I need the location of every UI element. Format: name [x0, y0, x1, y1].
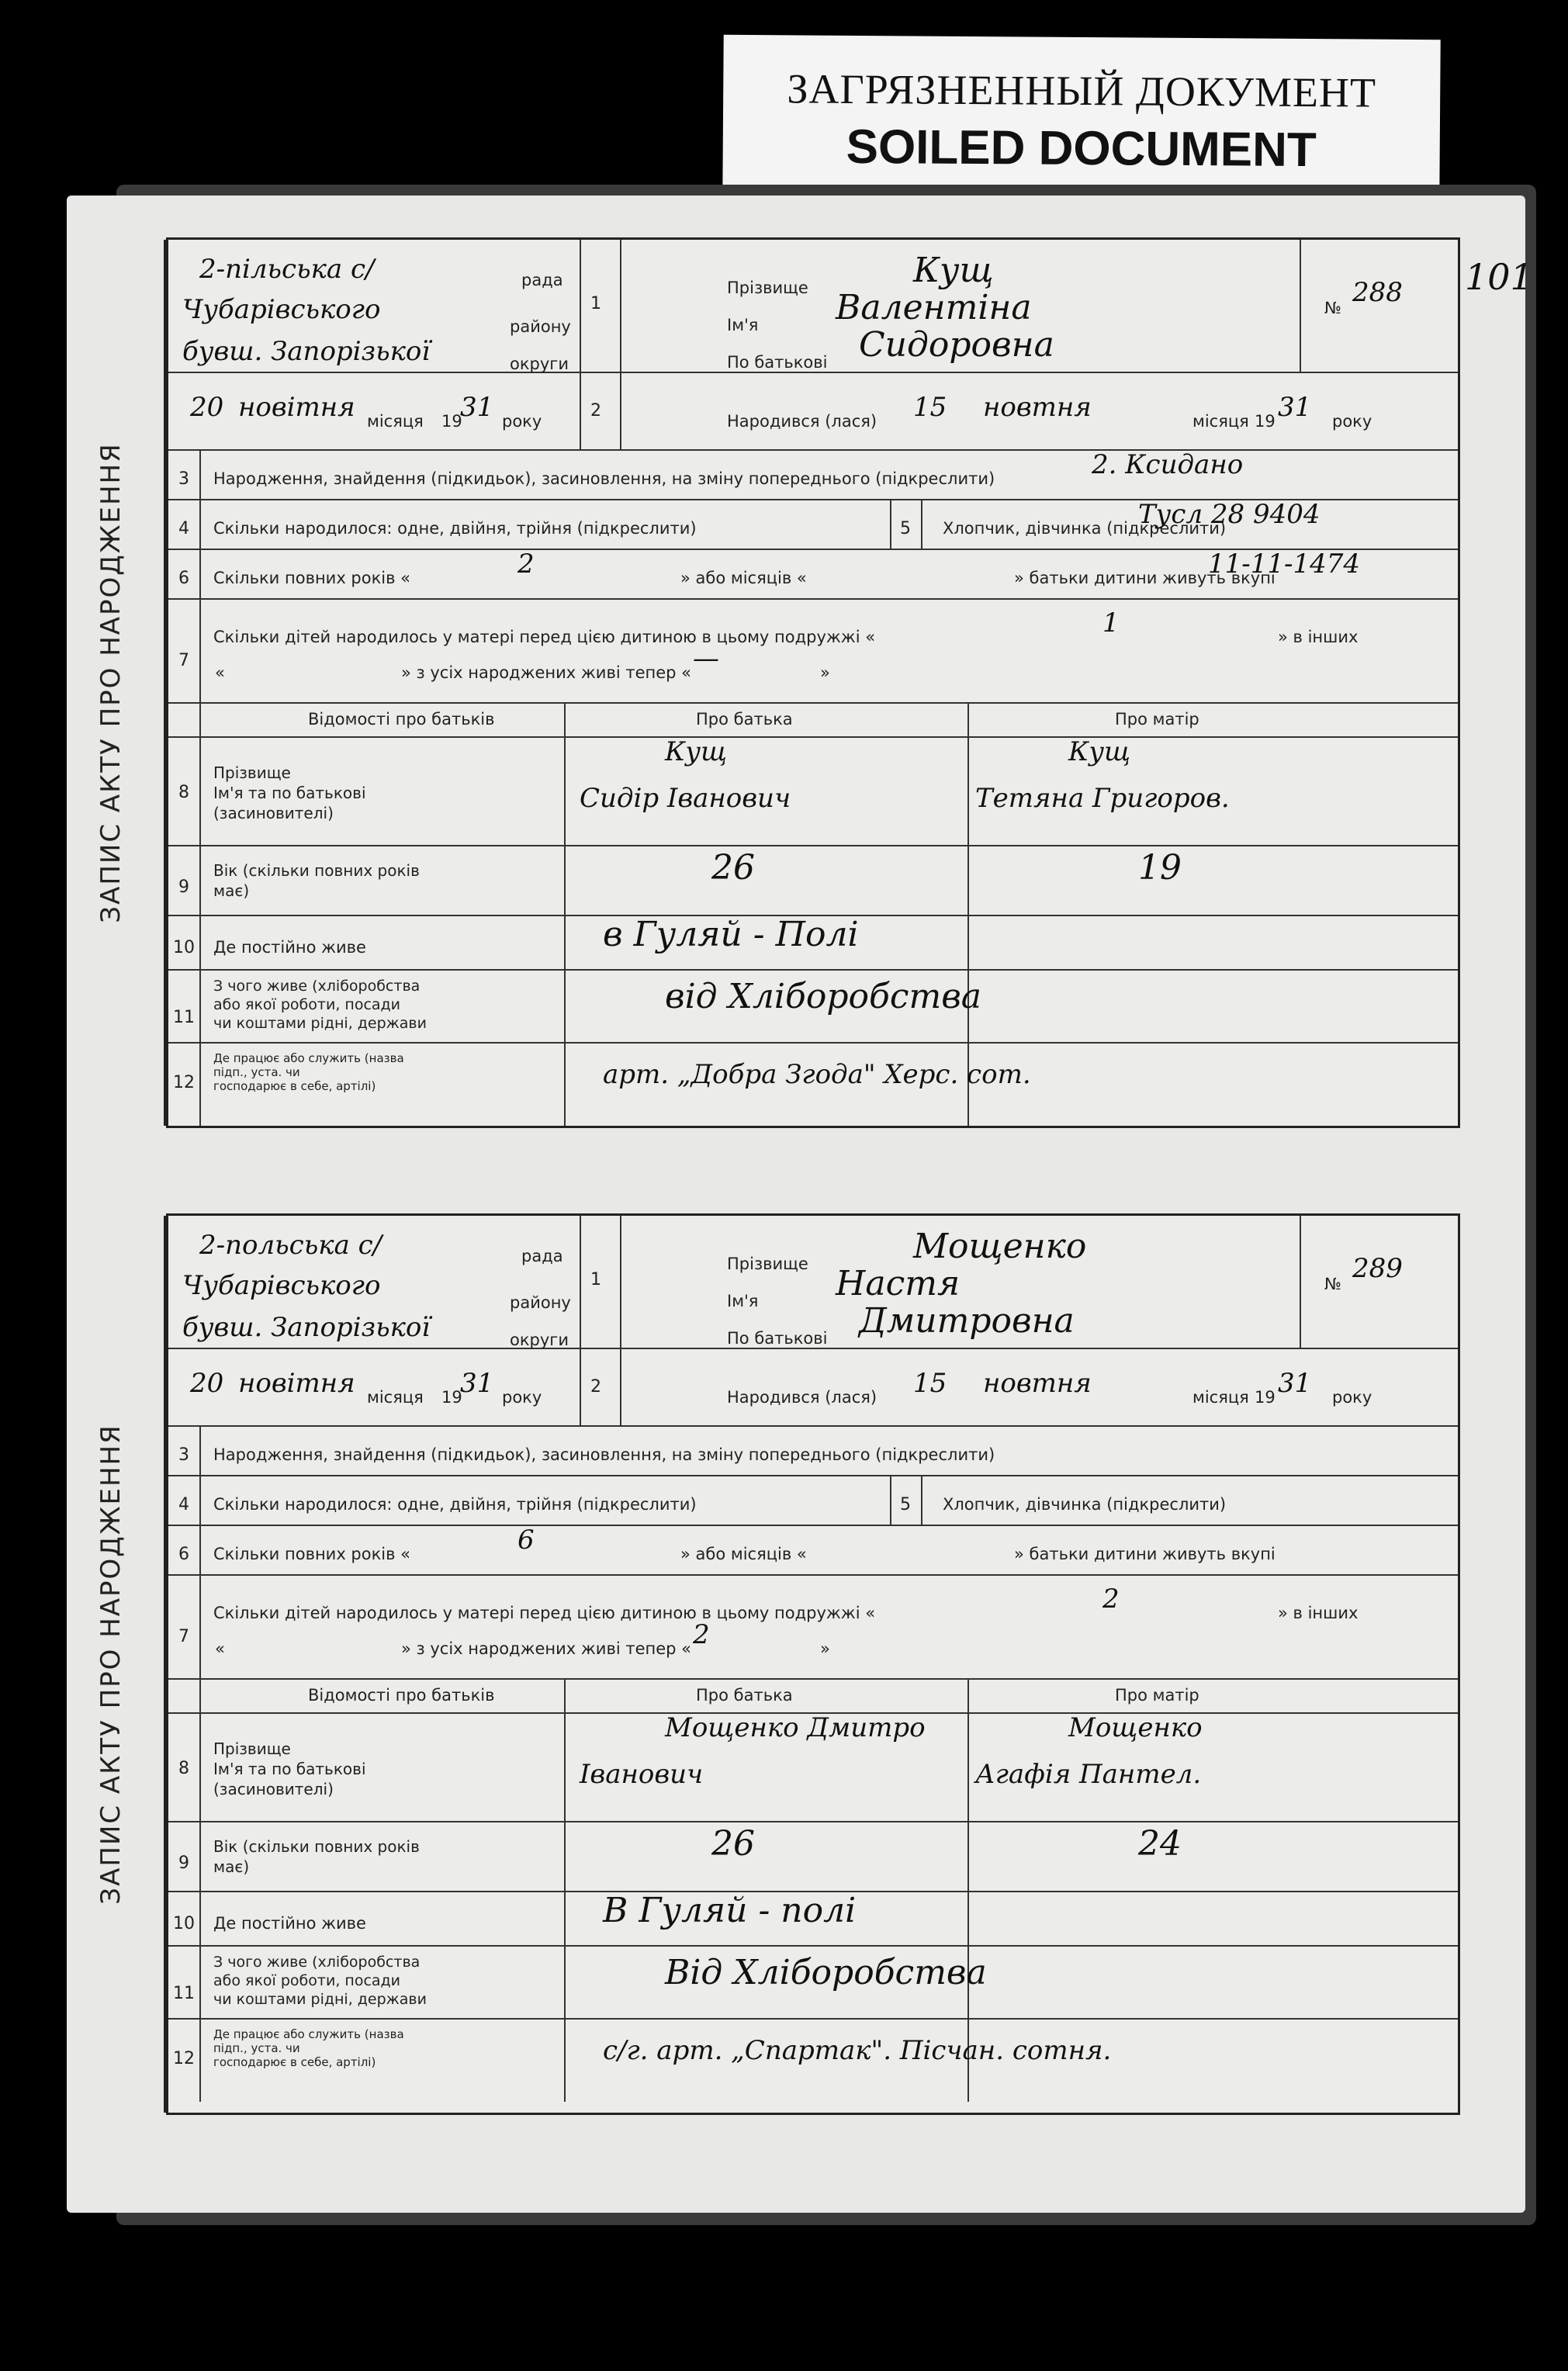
mother-header: Про матір [1115, 710, 1199, 729]
row-number-8: 8 [178, 1759, 189, 1778]
row-5-label: Хлопчик, дівчинка (підкреслити) [943, 1495, 1227, 1514]
row-number-10: 10 [173, 938, 195, 957]
row-6-label-b: » або місяців « [680, 569, 807, 587]
row-number-5: 5 [900, 1495, 911, 1514]
rada-label: рада [521, 271, 563, 289]
row-number-1: 1 [590, 294, 601, 313]
row-7-label-b: » в інших [1278, 628, 1359, 646]
mother-header: Про матір [1115, 1686, 1199, 1705]
row-number-9: 9 [178, 1854, 189, 1873]
row-line-6 [168, 1525, 1458, 1526]
row-number-12: 12 [173, 1073, 195, 1092]
row-line-9 [168, 845, 1458, 846]
born-label: Народився (лася) [727, 412, 877, 431]
mother-age: 19 [1138, 848, 1182, 888]
row-6-years: 6 [517, 1525, 535, 1556]
parents-header: Відомості про батьків [308, 710, 495, 729]
row-line-12 [168, 2018, 1458, 2020]
row-7-label-d: » з усіх народжених живі тепер « [401, 663, 692, 682]
side-title-box [58, 1216, 166, 2113]
name-label: Ім'я [727, 316, 759, 334]
okrug-value: бувш. Запорізької [182, 1312, 431, 1343]
row-6-label-c: » батьки дитини живуть вкупі [1014, 1545, 1276, 1563]
birth-day-value: 15 [913, 1368, 947, 1399]
surname-label: Прізвище [727, 279, 808, 297]
row-7-alive: — [693, 643, 719, 674]
birth-month-label: місяця [1192, 1388, 1249, 1407]
row-line-2 [580, 372, 1458, 373]
row-number-3: 3 [178, 469, 189, 489]
reg-day-value: 20 [190, 392, 224, 423]
margin-page-number: 101 [1465, 256, 1533, 298]
row-7-label-e: » [820, 1639, 830, 1658]
livelihood-value: від Хліборобства [665, 977, 982, 1016]
side-title: ЗАПИС АКТУ ПРО НАРОДЖЕННЯ [95, 442, 126, 923]
row-6-label-a: Скільки повних років « [213, 569, 411, 587]
divider-no [1300, 240, 1301, 372]
row-12-label: Де працює або служить (назва підп., уста. чи господарює в себе, артілі) [213, 2027, 404, 2069]
father-age: 26 [711, 848, 755, 888]
patronymic-value: Сидоровна [859, 325, 1054, 365]
birth-month-label: місяця [1192, 412, 1249, 431]
row-8-label: Прізвище Ім'я та по батькові (засиновителі) [213, 763, 366, 822]
reg-day-value: 20 [190, 1368, 224, 1399]
row-line-12 [168, 1042, 1458, 1044]
row-number-11: 11 [173, 1984, 195, 2003]
mother-surname: Кущ [1068, 736, 1131, 767]
soiled-document-stamp [722, 35, 1440, 201]
divider-no [1300, 1216, 1301, 1348]
record-number-label: № [1324, 299, 1341, 317]
row-number-7: 7 [178, 651, 189, 670]
reg-month-label: місяця [367, 1388, 424, 1407]
parents-header: Відомості про батьків [308, 1686, 495, 1705]
birth-year-prefix: 19 [1255, 412, 1276, 431]
divider-num [620, 1216, 621, 1425]
birth-record-card-2 [95, 1213, 1460, 2115]
row-line-11 [168, 969, 1458, 971]
row-line-8 [168, 736, 1458, 738]
row-10-label: Де постійно живе [213, 938, 366, 957]
divider-num [620, 240, 621, 449]
patronymic-label: По батькові [727, 353, 828, 372]
mother-name: Агафія Пантел. [975, 1759, 1202, 1790]
row-line-7 [168, 1574, 1458, 1576]
row-7-label-a: Скільки дітей народилось у матері перед цією дитиною в цьому подружжі « [213, 1604, 876, 1622]
father-header: Про батька [696, 710, 793, 729]
row-6-label-c: » батьки дитини живуть вкупі [1014, 569, 1276, 587]
father-surname: Мощенко Дмитро [665, 1712, 926, 1743]
row-number-3: 3 [178, 1445, 189, 1465]
row-5-label: Хлопчик, дівчинка (підкреслити) [943, 519, 1227, 538]
okrug-label: округи [510, 355, 569, 373]
row-4-note: Тусл 28 9404 [1138, 499, 1321, 530]
name-value: Настя [836, 1264, 961, 1303]
row-number-7: 7 [178, 1627, 189, 1646]
row-4-label: Скільки народилося: одне, двійня, трійня (підкреслити) [213, 519, 697, 538]
row-7-label-d: » з усіх народжених живі тепер « [401, 1639, 692, 1658]
row-line-11 [168, 1945, 1458, 1947]
reg-month-value: новітня [238, 1368, 355, 1399]
divider-father [564, 702, 566, 1126]
row-7-label-c: « [215, 663, 225, 682]
rada-value: 2-польська с/ [199, 1230, 382, 1261]
row-number-4: 4 [178, 519, 189, 538]
livelihood-value: Від Хліборобства [665, 1953, 987, 1992]
row-number-6: 6 [178, 1545, 189, 1564]
row-line-parents [168, 702, 1458, 704]
row-number-6: 6 [178, 569, 189, 588]
row-7-label-b: » в інших [1278, 1604, 1359, 1622]
okrug-value: бувш. Запорізької [182, 336, 431, 367]
side-title-box [58, 240, 166, 1126]
row-3-note: 2. Ксидано [1092, 449, 1244, 480]
row-7-before: 1 [1102, 607, 1120, 639]
row-10-label: Де постійно живе [213, 1914, 366, 1933]
reg-roku-label: року [502, 1388, 542, 1407]
rayon-label: району [510, 1293, 571, 1312]
birth-roku-label: року [1332, 1388, 1372, 1407]
mother-age: 24 [1138, 1824, 1182, 1864]
row-6-label-b: » або місяців « [680, 1545, 807, 1563]
father-header: Про батька [696, 1686, 793, 1705]
record-number-value: 288 [1352, 277, 1403, 308]
row-number-4: 4 [178, 1495, 189, 1514]
reg-year-value: 31 [460, 392, 494, 423]
rada-label: рада [521, 1247, 563, 1265]
rayon-value: Чубарівського [182, 294, 381, 325]
row-6-note: 11-11-1474 [1208, 549, 1361, 580]
name-value: Валентіна [836, 288, 1032, 327]
stamp-line-en: SOILED DOCUMENT [846, 119, 1317, 178]
divider-left-num [199, 449, 201, 1126]
father-age: 26 [711, 1824, 755, 1864]
reg-year-prefix: 19 [441, 1388, 462, 1407]
row-line-9 [168, 1821, 1458, 1822]
surname-value: Кущ [913, 251, 994, 290]
row-6-label-a: Скільки повних років « [213, 1545, 411, 1563]
reg-year-value: 31 [460, 1368, 494, 1399]
okrug-label: округи [510, 1331, 569, 1349]
birth-year-value: 31 [1278, 392, 1312, 423]
row-number-2: 2 [590, 401, 601, 421]
row-7-alive: 2 [693, 1619, 710, 1650]
row-line-4 [168, 1475, 1458, 1476]
divider-5b [921, 1475, 922, 1525]
workplace-value: арт. „Добра Згода" Херс. сот. [603, 1059, 1031, 1090]
row-7-label-c: « [215, 1639, 225, 1658]
row-7-label-e: » [820, 663, 830, 682]
row-line-2 [580, 1348, 1458, 1349]
reg-roku-label: року [502, 412, 542, 431]
row-11-label: З чого живе (хліборобства або якої роботи, посади чи коштами рідні, держави [213, 978, 427, 1032]
row-line-3 [168, 449, 1458, 451]
reg-year-prefix: 19 [441, 412, 462, 431]
row-number-2: 2 [590, 1377, 601, 1397]
row-number-10: 10 [173, 1914, 195, 1933]
row-number-1: 1 [590, 1270, 601, 1289]
row-number-11: 11 [173, 1008, 195, 1027]
row-line-7 [168, 598, 1458, 600]
born-label: Народився (лася) [727, 1388, 877, 1407]
workplace-value: с/г. арт. „Спартак". Пісчан. сотня. [603, 2035, 1112, 2066]
father-surname: Кущ [665, 736, 728, 767]
divider-father [564, 1678, 566, 2102]
birth-roku-label: року [1332, 412, 1372, 431]
residence-value: В Гуляй - полі [603, 1891, 857, 1930]
mother-surname: Мощенко [1068, 1712, 1203, 1743]
birth-year-prefix: 19 [1255, 1388, 1276, 1407]
row-line-3 [168, 1425, 1458, 1427]
surname-label: Прізвище [727, 1255, 808, 1273]
patronymic-label: По батькові [727, 1329, 828, 1348]
row-line-parents [168, 1678, 1458, 1680]
record-number-label: № [1324, 1275, 1341, 1293]
birth-year-value: 31 [1278, 1368, 1312, 1399]
name-label: Ім'я [727, 1292, 759, 1310]
row-6-years: 2 [517, 549, 535, 580]
row-11-label: З чого живе (хліборобства або якої роботи, посади чи коштами рідні, держави [213, 1954, 427, 2008]
divider-left-num [199, 1425, 201, 2102]
father-name: Сидір Іванович [580, 783, 791, 814]
rayon-value: Чубарівського [182, 1270, 381, 1301]
row-number-12: 12 [173, 2049, 195, 2068]
rada-value: 2-пільська с/ [199, 254, 375, 285]
row-number-9: 9 [178, 877, 189, 897]
row-9-label: Вік (скільки повних років має) [213, 861, 420, 900]
row-9-label: Вік (скільки повних років має) [213, 1837, 420, 1876]
residence-value: в Гуляй - Полі [603, 915, 859, 954]
row-3-label: Народження, знайдення (підкидьок), засиновлення, на зміну попереднього (підкреслити) [213, 1445, 995, 1464]
mother-name: Тетяна Григоров. [975, 783, 1230, 814]
surname-value: Мощенко [913, 1227, 1087, 1266]
birth-record-card-1 [95, 237, 1460, 1128]
reg-month-label: місяця [367, 412, 424, 431]
row-7-before: 2 [1102, 1584, 1120, 1615]
side-title: ЗАПИС АКТУ ПРО НАРОДЖЕННЯ [95, 1424, 126, 1905]
father-name: Іванович [580, 1759, 704, 1790]
rayon-label: району [510, 317, 571, 336]
row-4-label: Скільки народилося: одне, двійня, трійня (підкреслити) [213, 1495, 697, 1514]
birth-month-value: новтня [983, 392, 1092, 423]
row-7-label-a: Скільки дітей народилось у матері перед цією дитиною в цьому подружжі « [213, 628, 876, 646]
birth-day-value: 15 [913, 392, 947, 423]
row-3-label: Народження, знайдення (підкидьок), засиновлення, на зміну попереднього (підкреслити) [213, 469, 995, 488]
record-number-value: 289 [1352, 1253, 1403, 1284]
stamp-line-ru: ЗАГРЯЗНЕННЫЙ ДОКУМЕНТ [787, 65, 1377, 116]
row-12-label: Де працює або служить (назва підп., уста. чи господарює в себе, артілі) [213, 1051, 404, 1093]
divider-5b [921, 499, 922, 549]
birth-month-value: новтня [983, 1368, 1092, 1399]
reg-month-value: новітня [238, 392, 355, 423]
row-number-8: 8 [178, 783, 189, 802]
row-number-5: 5 [900, 519, 911, 538]
row-8-label: Прізвище Ім'я та по батькові (засиновителі) [213, 1739, 366, 1798]
patronymic-value: Дмитровна [859, 1301, 1075, 1341]
